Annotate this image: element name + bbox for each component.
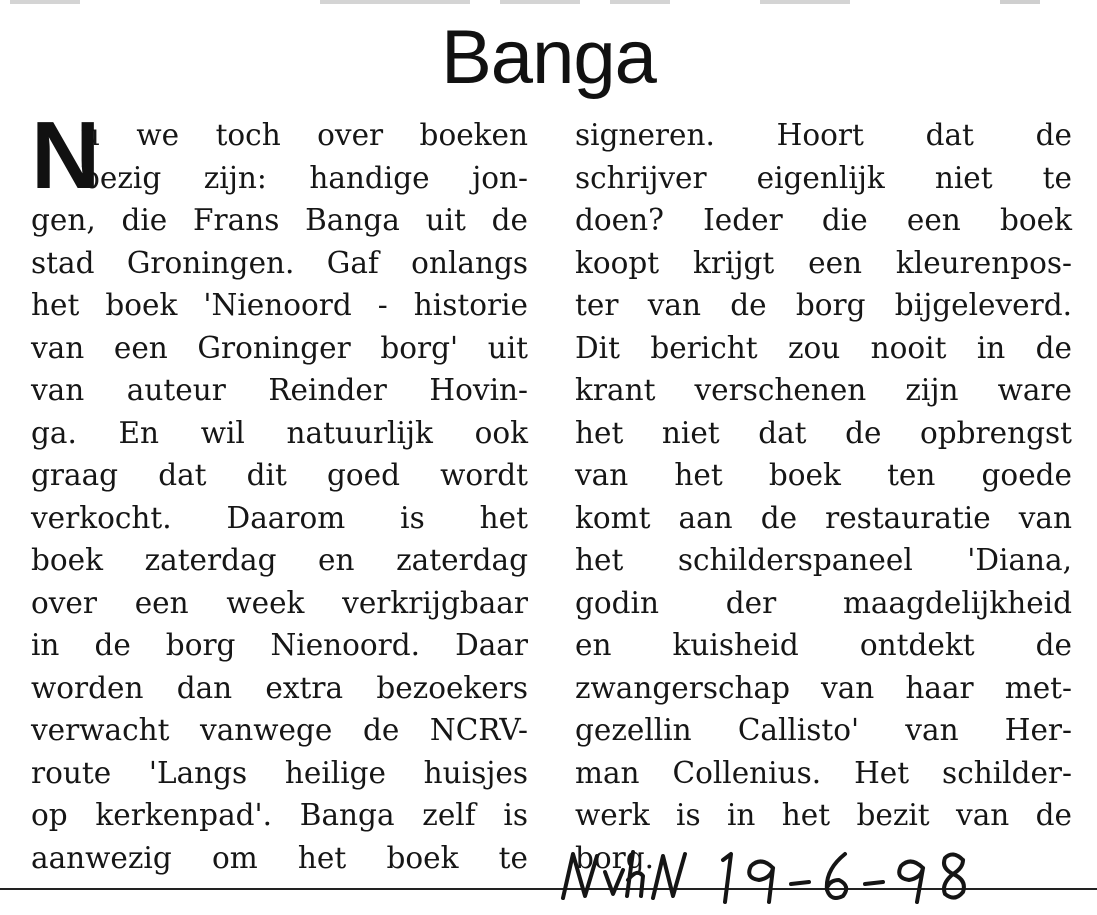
text-line: koopt krijgt een kleurenpos- [575,245,1072,280]
text-line: van auteur Reinder Hovin- [31,373,528,407]
text-line: het niet dat de opbrengst [575,415,1072,450]
text-line: in de borg Nienoord. Daar [31,628,528,662]
drop-cap: N [31,102,101,209]
text-line: graag dat dit goed wordt [31,458,528,492]
text-line: krant verschenen zijn ware [575,373,1072,407]
handwritten-date-note [555,846,1045,906]
text-line: signeren. Hoort dat de [575,118,1072,152]
text-line: gezellin Callisto' van Her- [575,713,1072,747]
text-line: ter van de borg bijgeleverd. [575,288,1072,322]
text-line: godin der maagdelijkheid [575,585,1072,620]
text-line: man Collenius. Het schilder- [575,755,1072,790]
article-headline: Banga [441,15,656,100]
text-line: aanwezig om het boek te [31,840,528,875]
text-line: werk is in het bezit van de [575,798,1072,832]
text-line: van het boek ten goede [575,458,1072,492]
text-line: komt aan de restauratie van [575,500,1072,535]
text-line: schrijver eigenlijk niet te [575,160,1072,195]
text-line: stad Groningen. Gaf onlangs [31,245,528,280]
text-line: het boek 'Nienoord - historie [31,288,528,322]
left-text-column [31,102,528,879]
text-line: over een week verkrijgbaar [31,585,528,620]
text-line: ga. En wil natuurlijk ook [31,415,528,450]
text-line: worden dan extra bezoekers [31,670,528,705]
text-line: en kuisheid ontdekt de [575,628,1072,662]
text-line: route 'Langs heilige huisjes [31,755,528,790]
text-line: verkocht. Daarom is het [31,500,528,535]
right-text-column [575,114,1072,879]
text-line: zwangerschap van haar met- [575,670,1072,705]
text-line: gen, die Frans Banga uit de [31,203,528,237]
text-line: het schilderspaneel 'Diana, [575,543,1072,577]
text-line: boek zaterdag en zaterdag [31,543,528,577]
text-line: bezig zijn: handige jon- [81,160,528,195]
text-line: doen? Ieder die een boek [575,203,1072,237]
text-line: op kerkenpad'. Banga zelf is [31,798,528,832]
text-line: van een Groninger borg' uit [31,330,528,365]
text-line: borg. [575,840,655,875]
text-line: verwacht vanwege de NCRV- [31,713,528,747]
cropped-text-fragments [0,0,1097,6]
text-line: Dit bericht zou nooit in de [575,330,1072,365]
text-line: u we toch over boeken [81,118,528,152]
